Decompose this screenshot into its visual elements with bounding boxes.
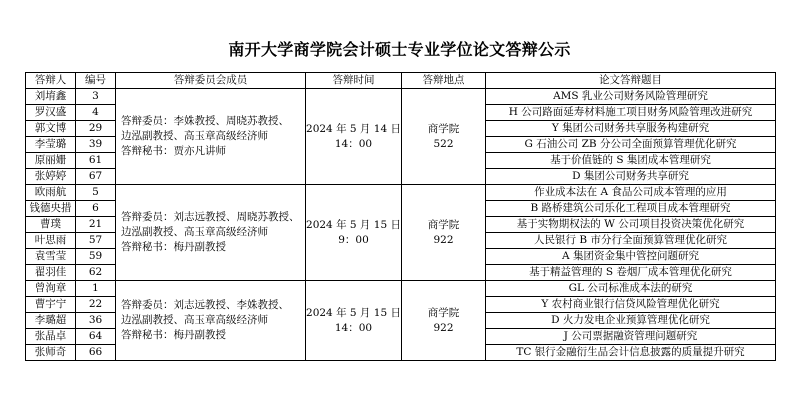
defense-room: 522 xyxy=(433,137,454,150)
committee-members-line2: 边泓副教授、高玉章高级经济师 xyxy=(121,314,268,326)
defender-name: 罗汉盛 xyxy=(26,105,76,121)
defense-schedule-table xyxy=(25,72,776,361)
defender-name: 张婷婷 xyxy=(26,169,76,185)
thesis-topic: TC 银行金融衍生品会计信息披露的质量提升研究 xyxy=(486,345,776,361)
defense-time-cell xyxy=(306,185,402,281)
defense-date: 2024 年 5 月 15 日 xyxy=(306,218,401,231)
defense-time-cell xyxy=(306,89,402,185)
committee-members-line1: 答辩委员：刘志远教授、周晓苏教授、 xyxy=(121,211,300,223)
defender-number: 22 xyxy=(76,297,116,313)
defense-building: 商学院 xyxy=(427,218,460,231)
thesis-topic: 基于精益管理的 S 卷烟厂成本管理优化研究 xyxy=(486,265,776,281)
header-time: 答辩时间 xyxy=(306,73,402,89)
thesis-topic: Y 农村商业银行信贷风险管理优化研究 xyxy=(486,297,776,313)
header-number: 编号 xyxy=(76,73,116,89)
committee-secretary: 答辩秘书：贾亦凡讲师 xyxy=(121,145,226,157)
thesis-topic: 作业成本法在 A 食品公司成本管理的应用 xyxy=(486,185,776,201)
defender-name: 钱德央措 xyxy=(26,201,76,217)
defender-number: 66 xyxy=(76,345,116,361)
table-row xyxy=(26,281,776,297)
defender-name: 曹宇宁 xyxy=(26,297,76,313)
defense-clock-time: 9：00 xyxy=(338,233,369,246)
defender-name: 袁雪莹 xyxy=(26,249,76,265)
defense-clock-time: 14：00 xyxy=(334,137,373,150)
defense-building: 商学院 xyxy=(427,122,460,135)
defender-name: 曹璞 xyxy=(26,217,76,233)
defender-number: 62 xyxy=(76,265,116,281)
defense-clock-time: 14：00 xyxy=(334,321,373,334)
header-topic: 论文答辩题目 xyxy=(486,73,776,89)
defender-number: 57 xyxy=(76,233,116,249)
defender-name: 李莹璐 xyxy=(26,137,76,153)
defender-number: 21 xyxy=(76,217,116,233)
defender-number: 67 xyxy=(76,169,116,185)
defender-name: 李璐超 xyxy=(26,313,76,329)
committee-secretary: 答辩秘书：梅丹副教授 xyxy=(121,241,226,253)
defender-number: 5 xyxy=(76,185,116,201)
table-row xyxy=(26,89,776,105)
defense-place-cell xyxy=(402,185,486,281)
thesis-topic: GL 公司标准成本法的研究 xyxy=(486,281,776,297)
table-row xyxy=(26,185,776,201)
defender-number: 61 xyxy=(76,153,116,169)
thesis-topic: D 集团公司财务共享研究 xyxy=(486,169,776,185)
header-defender: 答辩人 xyxy=(26,73,76,89)
thesis-topic: H 公司路面延寿材料施工项目财务风险管理改进研究 xyxy=(486,105,776,121)
defender-number: 36 xyxy=(76,313,116,329)
defender-name: 原丽姗 xyxy=(26,153,76,169)
defender-number: 4 xyxy=(76,105,116,121)
defender-number: 39 xyxy=(76,137,116,153)
table-header-row xyxy=(26,73,776,89)
committee-members-line1: 答辩委员：刘志远教授、李姝教授、 xyxy=(121,299,289,311)
header-place: 答辩地点 xyxy=(402,73,486,89)
defense-date: 2024 年 5 月 14 日 xyxy=(306,122,401,135)
defender-name: 欧雨航 xyxy=(26,185,76,201)
page-title: 南开大学商学院会计硕士专业学位论文答辩公示 xyxy=(228,40,571,59)
defender-name: 刘堉鑫 xyxy=(26,89,76,105)
defender-number: 29 xyxy=(76,121,116,137)
defender-name: 翟羽佳 xyxy=(26,265,76,281)
defense-room: 922 xyxy=(433,321,454,334)
thesis-topic: 基于实物期权法的 W 公司项目投资决策优化研究 xyxy=(486,217,776,233)
defense-building: 商学院 xyxy=(427,306,460,319)
defender-name: 叶思雨 xyxy=(26,233,76,249)
thesis-topic: B 路桥建筑公司乐化工程项目成本管理研究 xyxy=(486,201,776,217)
defender-name: 曾洵章 xyxy=(26,281,76,297)
thesis-topic: Y 集团公司财务共享服务构建研究 xyxy=(486,121,776,137)
defender-number: 1 xyxy=(76,281,116,297)
thesis-topic: A 集团资金集中管控问题研究 xyxy=(486,249,776,265)
defense-room: 922 xyxy=(433,233,454,246)
defender-number: 64 xyxy=(76,329,116,345)
header-committee: 答辩委员会成员 xyxy=(116,73,306,89)
defender-name: 张师奇 xyxy=(26,345,76,361)
committee-members-line2: 边泓副教授、高玉章高级经济师 xyxy=(121,226,268,238)
committee-secretary: 答辩秘书：梅丹副教授 xyxy=(121,329,226,341)
defender-name: 张晶卓 xyxy=(26,329,76,345)
defender-number: 6 xyxy=(76,201,116,217)
defense-place-cell xyxy=(402,89,486,185)
thesis-topic: G 石油公司 ZB 分公司全面预算管理优化研究 xyxy=(486,137,776,153)
committee-cell xyxy=(116,89,306,185)
defense-date: 2024 年 5 月 15 日 xyxy=(306,306,401,319)
defender-number: 59 xyxy=(76,249,116,265)
thesis-topic: 人民银行 B 市分行全面预算管理优化研究 xyxy=(486,233,776,249)
thesis-topic: AMS 乳业公司财务风险管理研究 xyxy=(486,89,776,105)
thesis-topic: J 公司票据融资管理问题研究 xyxy=(486,329,776,345)
defender-number: 3 xyxy=(76,89,116,105)
committee-members-line1: 答辩委员：李姝教授、周晓苏教授、 xyxy=(121,115,289,127)
defense-time-cell xyxy=(306,281,402,361)
defense-place-cell xyxy=(402,281,486,361)
committee-cell xyxy=(116,281,306,361)
defender-name: 郭文博 xyxy=(26,121,76,137)
thesis-topic: 基于价值链的 S 集团成本管理研究 xyxy=(486,153,776,169)
committee-members-line2: 边泓副教授、高玉章高级经济师 xyxy=(121,130,268,142)
committee-cell xyxy=(116,185,306,281)
thesis-topic: D 火力发电企业预算管理优化研究 xyxy=(486,313,776,329)
